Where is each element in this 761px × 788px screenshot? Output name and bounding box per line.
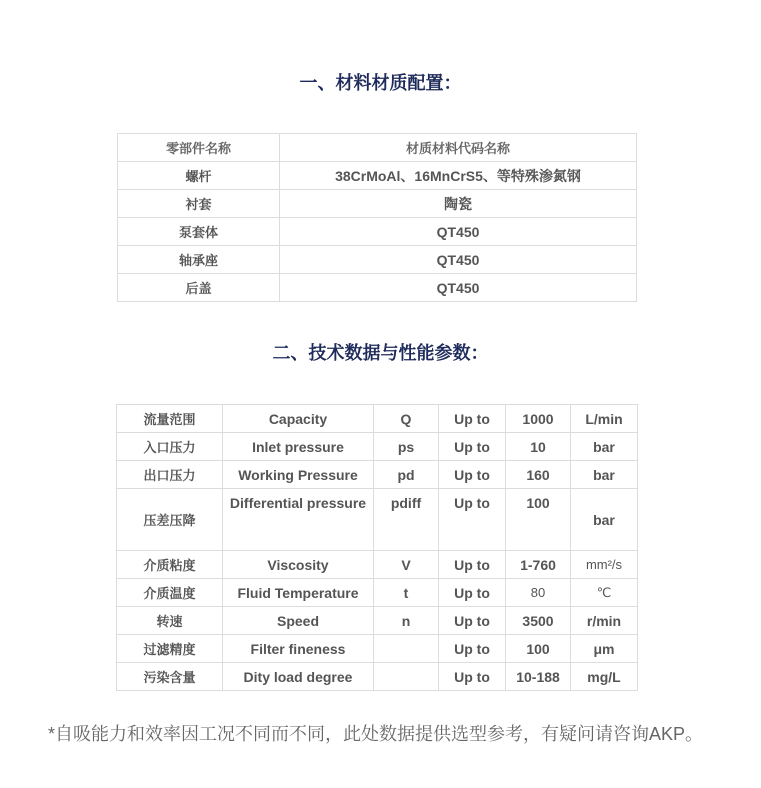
table-row (117, 663, 638, 691)
table-row (117, 635, 638, 663)
table-header-row (118, 134, 637, 162)
param-unit-cell: L/min (571, 405, 638, 433)
param-unit-cell: ℃ (571, 579, 638, 607)
table-row (117, 461, 638, 489)
param-value-cell: 160 (506, 461, 571, 489)
param-en-cell: Working Pressure (223, 461, 374, 489)
param-en-cell: Viscosity (223, 551, 374, 579)
part-name-cell: 轴承座 (118, 246, 280, 274)
param-value-cell: 80 (506, 579, 571, 607)
param-value-cell: 10-188 (506, 663, 571, 691)
param-symbol-cell: n (374, 607, 439, 635)
param-limit-cell: Up to (439, 461, 506, 489)
part-name-cell: 后盖 (118, 274, 280, 302)
param-symbol-cell: ps (374, 433, 439, 461)
table-row (118, 190, 637, 218)
param-en-cell: Dity load degree (223, 663, 374, 691)
param-en-cell: Fluid Temperature (223, 579, 374, 607)
param-limit-cell: Up to (439, 489, 506, 551)
part-name-cell: 衬套 (118, 190, 280, 218)
param-en-cell: Inlet pressure (223, 433, 374, 461)
table-row (118, 218, 637, 246)
table-row (118, 274, 637, 302)
material-cell: QT450 (280, 246, 637, 274)
param-symbol-cell: pdiff (374, 489, 439, 551)
table-row (117, 579, 638, 607)
param-cn-cell: 污染含量 (117, 663, 223, 691)
param-symbol-cell (374, 635, 439, 663)
param-cn-cell: 入口压力 (117, 433, 223, 461)
part-name-cell: 螺杆 (118, 162, 280, 190)
param-limit-cell: Up to (439, 663, 506, 691)
table-row (118, 246, 637, 274)
param-cn-cell: 转速 (117, 607, 223, 635)
param-cn-cell: 出口压力 (117, 461, 223, 489)
param-cn-cell: 过滤精度 (117, 635, 223, 663)
param-value-cell: 10 (506, 433, 571, 461)
column-header-material: 材质材料代码名称 (280, 134, 637, 162)
param-symbol-cell: Q (374, 405, 439, 433)
param-en-cell: Speed (223, 607, 374, 635)
material-cell: 38CrMoAl、16MnCrS5、等特殊渗氮钢 (280, 162, 637, 190)
table-row (117, 607, 638, 635)
material-cell: QT450 (280, 274, 637, 302)
param-symbol-cell: V (374, 551, 439, 579)
param-cn-cell: 压差压降 (117, 489, 223, 551)
param-value-cell: 100 (506, 635, 571, 663)
part-name-cell: 泵套体 (118, 218, 280, 246)
param-value-cell: 1-760 (506, 551, 571, 579)
param-en-cell: Differential pressure (223, 489, 374, 551)
param-cn-cell: 介质温度 (117, 579, 223, 607)
table-row (117, 405, 638, 433)
specs-table (116, 404, 638, 691)
table-row (117, 489, 638, 551)
param-en-cell: Filter fineness (223, 635, 374, 663)
table-row (117, 433, 638, 461)
param-symbol-cell: t (374, 579, 439, 607)
param-unit-cell: bar (571, 433, 638, 461)
param-limit-cell: Up to (439, 433, 506, 461)
param-cn-cell: 介质粘度 (117, 551, 223, 579)
param-unit-cell: r/min (571, 607, 638, 635)
section-title-materials: 一、材料材质配置： (299, 73, 462, 93)
column-header-part: 零部件名称 (118, 134, 280, 162)
param-unit-cell: bar (571, 461, 638, 489)
footnote: *自吸能力和效率因工况不同而不同，此处数据提供选型参考，有疑问请咨询AKP。 (48, 724, 704, 744)
param-value-cell: 1000 (506, 405, 571, 433)
param-value-cell: 3500 (506, 607, 571, 635)
param-limit-cell: Up to (439, 607, 506, 635)
param-limit-cell: Up to (439, 405, 506, 433)
param-unit-cell: bar (571, 489, 638, 551)
param-limit-cell: Up to (439, 579, 506, 607)
param-limit-cell: Up to (439, 635, 506, 663)
materials-table (117, 133, 637, 302)
table-row (117, 551, 638, 579)
param-unit-cell: mm²/s (571, 551, 638, 579)
param-symbol-cell: pd (374, 461, 439, 489)
param-symbol-cell (374, 663, 439, 691)
param-unit-cell: μm (571, 635, 638, 663)
param-cn-cell: 流量范围 (117, 405, 223, 433)
param-en-cell: Capacity (223, 405, 374, 433)
material-cell: QT450 (280, 218, 637, 246)
section-title-specs: 二、技术数据与性能参数： (272, 343, 489, 363)
param-unit-cell: mg/L (571, 663, 638, 691)
param-limit-cell: Up to (439, 551, 506, 579)
material-cell: 陶瓷 (280, 190, 637, 218)
table-row (118, 162, 637, 190)
param-value-cell: 100 (506, 489, 571, 551)
